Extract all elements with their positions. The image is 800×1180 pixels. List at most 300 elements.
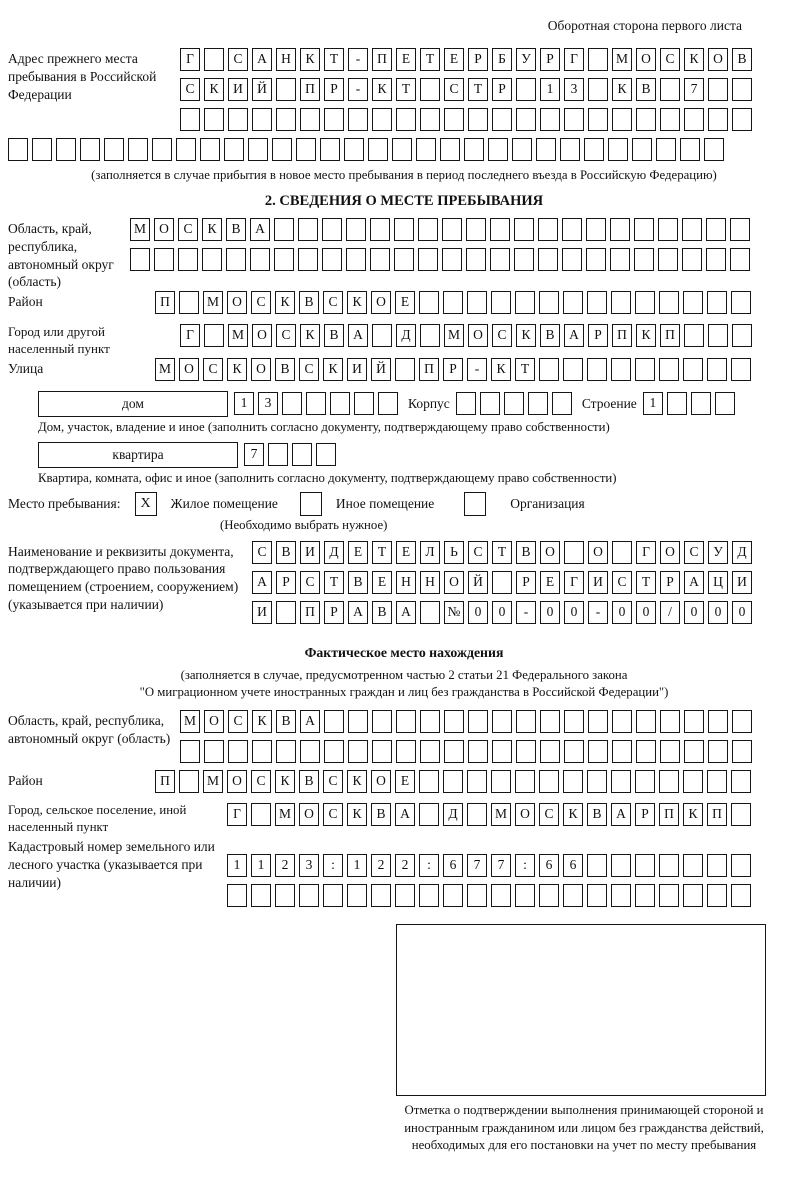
- char-cell[interactable]: [492, 710, 512, 733]
- char-cell[interactable]: Й: [252, 78, 272, 101]
- char-cell[interactable]: [324, 710, 344, 733]
- char-cell[interactable]: 1: [234, 392, 254, 415]
- char-cell[interactable]: В: [732, 48, 752, 71]
- char-cell[interactable]: [610, 218, 630, 241]
- char-cell[interactable]: [536, 138, 556, 161]
- char-cell[interactable]: О: [227, 770, 247, 793]
- char-cell[interactable]: [659, 358, 679, 381]
- char-cell[interactable]: [348, 108, 368, 131]
- char-cell[interactable]: [608, 138, 628, 161]
- char-cell[interactable]: [660, 710, 680, 733]
- char-cell[interactable]: 1: [347, 854, 367, 877]
- char-cell[interactable]: Г: [227, 803, 247, 826]
- char-cell[interactable]: [443, 291, 463, 314]
- char-cell[interactable]: [224, 138, 244, 161]
- char-cell[interactable]: [180, 108, 200, 131]
- char-cell[interactable]: [344, 138, 364, 161]
- char-cell[interactable]: О: [540, 541, 560, 564]
- char-cell[interactable]: [562, 248, 582, 271]
- char-cell[interactable]: [731, 358, 751, 381]
- char-cell[interactable]: С: [203, 358, 223, 381]
- char-cell[interactable]: [588, 48, 608, 71]
- char-cell[interactable]: [563, 358, 583, 381]
- char-cell[interactable]: О: [371, 770, 391, 793]
- char-cell[interactable]: [491, 770, 511, 793]
- char-cell[interactable]: С: [180, 78, 200, 101]
- char-cell[interactable]: 3: [564, 78, 584, 101]
- char-cell[interactable]: 2: [371, 854, 391, 877]
- char-cell[interactable]: К: [684, 48, 704, 71]
- char-cell[interactable]: К: [372, 78, 392, 101]
- char-cell[interactable]: О: [708, 48, 728, 71]
- char-cell[interactable]: П: [612, 324, 632, 347]
- char-cell[interactable]: [396, 740, 416, 763]
- char-cell[interactable]: 6: [539, 854, 559, 877]
- char-cell[interactable]: [179, 291, 199, 314]
- char-cell[interactable]: К: [516, 324, 536, 347]
- char-cell[interactable]: [659, 854, 679, 877]
- char-cell[interactable]: [707, 291, 727, 314]
- char-cell[interactable]: [420, 108, 440, 131]
- char-cell[interactable]: [154, 248, 174, 271]
- char-cell[interactable]: [180, 740, 200, 763]
- char-cell[interactable]: М: [203, 770, 223, 793]
- char-cell[interactable]: [584, 138, 604, 161]
- char-cell[interactable]: 6: [563, 854, 583, 877]
- char-cell[interactable]: [515, 291, 535, 314]
- char-cell[interactable]: [298, 218, 318, 241]
- char-cell[interactable]: С: [300, 571, 320, 594]
- char-cell[interactable]: [512, 138, 532, 161]
- char-cell[interactable]: [528, 392, 548, 415]
- char-cell[interactable]: [396, 108, 416, 131]
- char-cell[interactable]: [635, 358, 655, 381]
- char-cell[interactable]: [706, 218, 726, 241]
- char-cell[interactable]: 2: [275, 854, 295, 877]
- char-cell[interactable]: И: [347, 358, 367, 381]
- char-cell[interactable]: Е: [395, 770, 415, 793]
- char-cell[interactable]: М: [203, 291, 223, 314]
- char-cell[interactable]: [636, 710, 656, 733]
- char-cell[interactable]: [683, 854, 703, 877]
- char-cell[interactable]: О: [444, 571, 464, 594]
- char-cell[interactable]: [394, 218, 414, 241]
- char-cell[interactable]: [200, 138, 220, 161]
- char-cell[interactable]: [282, 392, 302, 415]
- char-cell[interactable]: [443, 884, 463, 907]
- char-cell[interactable]: О: [251, 358, 271, 381]
- char-cell[interactable]: [588, 740, 608, 763]
- char-cell[interactable]: М: [228, 324, 248, 347]
- char-cell[interactable]: [552, 392, 572, 415]
- char-cell[interactable]: Р: [635, 803, 655, 826]
- char-cell[interactable]: Т: [324, 571, 344, 594]
- char-cell[interactable]: [490, 248, 510, 271]
- char-cell[interactable]: О: [515, 803, 535, 826]
- char-cell[interactable]: П: [300, 601, 320, 624]
- char-cell[interactable]: М: [155, 358, 175, 381]
- char-cell[interactable]: М: [130, 218, 150, 241]
- char-cell[interactable]: [468, 740, 488, 763]
- inoe-checkbox[interactable]: [300, 492, 322, 516]
- char-cell[interactable]: Д: [324, 541, 344, 564]
- char-cell[interactable]: [248, 138, 268, 161]
- char-cell[interactable]: П: [155, 770, 175, 793]
- char-cell[interactable]: [323, 884, 343, 907]
- char-cell[interactable]: Р: [468, 48, 488, 71]
- char-cell[interactable]: [420, 740, 440, 763]
- char-cell[interactable]: [704, 138, 724, 161]
- char-cell[interactable]: П: [419, 358, 439, 381]
- char-cell[interactable]: Т: [420, 48, 440, 71]
- char-cell[interactable]: Р: [324, 78, 344, 101]
- char-cell[interactable]: /: [660, 601, 680, 624]
- char-cell[interactable]: [464, 138, 484, 161]
- char-cell[interactable]: П: [659, 803, 679, 826]
- char-cell[interactable]: Ц: [708, 571, 728, 594]
- char-cell[interactable]: [540, 740, 560, 763]
- char-cell[interactable]: [80, 138, 100, 161]
- char-cell[interactable]: [587, 884, 607, 907]
- char-cell[interactable]: [444, 108, 464, 131]
- char-cell[interactable]: Е: [348, 541, 368, 564]
- char-cell[interactable]: Е: [396, 48, 416, 71]
- char-cell[interactable]: [394, 248, 414, 271]
- char-cell[interactable]: [204, 324, 224, 347]
- char-cell[interactable]: [540, 108, 560, 131]
- char-cell[interactable]: Д: [443, 803, 463, 826]
- char-cell[interactable]: [480, 392, 500, 415]
- char-cell[interactable]: А: [396, 601, 416, 624]
- char-cell[interactable]: [560, 138, 580, 161]
- char-cell[interactable]: [564, 541, 584, 564]
- char-cell[interactable]: А: [348, 324, 368, 347]
- char-cell[interactable]: 0: [468, 601, 488, 624]
- char-cell[interactable]: [300, 108, 320, 131]
- char-cell[interactable]: [8, 138, 28, 161]
- char-cell[interactable]: К: [347, 770, 367, 793]
- char-cell[interactable]: А: [611, 803, 631, 826]
- char-cell[interactable]: [636, 740, 656, 763]
- char-cell[interactable]: Р: [516, 571, 536, 594]
- char-cell[interactable]: [202, 248, 222, 271]
- char-cell[interactable]: [684, 324, 704, 347]
- char-cell[interactable]: [252, 108, 272, 131]
- char-cell[interactable]: В: [299, 770, 319, 793]
- char-cell[interactable]: П: [155, 291, 175, 314]
- char-cell[interactable]: -: [588, 601, 608, 624]
- char-cell[interactable]: [612, 710, 632, 733]
- char-cell[interactable]: К: [563, 803, 583, 826]
- char-cell[interactable]: С: [539, 803, 559, 826]
- char-cell[interactable]: [420, 710, 440, 733]
- char-cell[interactable]: [562, 218, 582, 241]
- char-cell[interactable]: Т: [396, 78, 416, 101]
- char-cell[interactable]: [658, 218, 678, 241]
- char-cell[interactable]: Г: [564, 48, 584, 71]
- char-cell[interactable]: М: [444, 324, 464, 347]
- char-cell[interactable]: Н: [420, 571, 440, 594]
- char-cell[interactable]: [659, 884, 679, 907]
- char-cell[interactable]: 0: [636, 601, 656, 624]
- char-cell[interactable]: [456, 392, 476, 415]
- char-cell[interactable]: [715, 392, 735, 415]
- char-cell[interactable]: Р: [276, 571, 296, 594]
- char-cell[interactable]: [348, 740, 368, 763]
- char-cell[interactable]: [372, 324, 392, 347]
- char-cell[interactable]: [504, 392, 524, 415]
- char-cell[interactable]: Е: [444, 48, 464, 71]
- char-cell[interactable]: С: [492, 324, 512, 347]
- char-cell[interactable]: [354, 392, 374, 415]
- char-cell[interactable]: В: [636, 78, 656, 101]
- char-cell[interactable]: [683, 884, 703, 907]
- char-cell[interactable]: К: [202, 218, 222, 241]
- char-cell[interactable]: [298, 248, 318, 271]
- char-cell[interactable]: [322, 218, 342, 241]
- char-cell[interactable]: [660, 78, 680, 101]
- char-cell[interactable]: [444, 710, 464, 733]
- char-cell[interactable]: [707, 854, 727, 877]
- char-cell[interactable]: [635, 291, 655, 314]
- char-cell[interactable]: [392, 138, 412, 161]
- char-cell[interactable]: [372, 108, 392, 131]
- char-cell[interactable]: -: [467, 358, 487, 381]
- char-cell[interactable]: В: [348, 571, 368, 594]
- char-cell[interactable]: [272, 138, 292, 161]
- char-cell[interactable]: [708, 740, 728, 763]
- char-cell[interactable]: Т: [372, 541, 392, 564]
- char-cell[interactable]: [368, 138, 388, 161]
- char-cell[interactable]: О: [588, 541, 608, 564]
- char-cell[interactable]: [659, 770, 679, 793]
- char-cell[interactable]: И: [732, 571, 752, 594]
- char-cell[interactable]: С: [660, 48, 680, 71]
- char-cell[interactable]: [378, 392, 398, 415]
- char-cell[interactable]: А: [395, 803, 415, 826]
- char-cell[interactable]: [683, 358, 703, 381]
- char-cell[interactable]: У: [708, 541, 728, 564]
- char-cell[interactable]: С: [228, 710, 248, 733]
- char-cell[interactable]: В: [540, 324, 560, 347]
- char-cell[interactable]: [731, 770, 751, 793]
- char-cell[interactable]: [731, 803, 751, 826]
- char-cell[interactable]: О: [468, 324, 488, 347]
- char-cell[interactable]: [516, 78, 536, 101]
- char-cell[interactable]: [419, 291, 439, 314]
- char-cell[interactable]: [730, 248, 750, 271]
- char-cell[interactable]: Р: [443, 358, 463, 381]
- char-cell[interactable]: С: [323, 770, 343, 793]
- char-cell[interactable]: [274, 218, 294, 241]
- char-cell[interactable]: [152, 138, 172, 161]
- organizatsiya-checkbox[interactable]: [464, 492, 486, 516]
- char-cell[interactable]: [691, 392, 711, 415]
- char-cell[interactable]: [274, 248, 294, 271]
- char-cell[interactable]: [683, 291, 703, 314]
- char-cell[interactable]: Т: [468, 78, 488, 101]
- char-cell[interactable]: [707, 770, 727, 793]
- zhiloe-checkbox[interactable]: X: [135, 492, 157, 516]
- char-cell[interactable]: [227, 884, 247, 907]
- char-cell[interactable]: Д: [396, 324, 416, 347]
- char-cell[interactable]: [612, 108, 632, 131]
- char-cell[interactable]: [276, 601, 296, 624]
- char-cell[interactable]: А: [564, 324, 584, 347]
- char-cell[interactable]: [296, 138, 316, 161]
- char-cell[interactable]: К: [323, 358, 343, 381]
- char-cell[interactable]: И: [588, 571, 608, 594]
- char-cell[interactable]: С: [444, 78, 464, 101]
- char-cell[interactable]: А: [348, 601, 368, 624]
- char-cell[interactable]: В: [299, 291, 319, 314]
- char-cell[interactable]: С: [468, 541, 488, 564]
- char-cell[interactable]: [658, 248, 678, 271]
- char-cell[interactable]: [372, 740, 392, 763]
- char-cell[interactable]: К: [491, 358, 511, 381]
- char-cell[interactable]: [370, 218, 390, 241]
- char-cell[interactable]: Б: [492, 48, 512, 71]
- char-cell[interactable]: [610, 248, 630, 271]
- char-cell[interactable]: [515, 770, 535, 793]
- char-cell[interactable]: [492, 740, 512, 763]
- char-cell[interactable]: [420, 601, 440, 624]
- char-cell[interactable]: [251, 803, 271, 826]
- char-cell[interactable]: [634, 218, 654, 241]
- char-cell[interactable]: [250, 248, 270, 271]
- char-cell[interactable]: [490, 218, 510, 241]
- char-cell[interactable]: [635, 884, 655, 907]
- char-cell[interactable]: П: [372, 48, 392, 71]
- char-cell[interactable]: С: [323, 803, 343, 826]
- char-cell[interactable]: :: [323, 854, 343, 877]
- char-cell[interactable]: [586, 248, 606, 271]
- char-cell[interactable]: В: [276, 541, 296, 564]
- char-cell[interactable]: О: [179, 358, 199, 381]
- char-cell[interactable]: [538, 248, 558, 271]
- char-cell[interactable]: 0: [732, 601, 752, 624]
- char-cell[interactable]: В: [275, 358, 295, 381]
- char-cell[interactable]: [708, 108, 728, 131]
- char-cell[interactable]: О: [371, 291, 391, 314]
- char-cell[interactable]: [467, 803, 487, 826]
- char-cell[interactable]: М: [180, 710, 200, 733]
- char-cell[interactable]: С: [228, 48, 248, 71]
- char-cell[interactable]: [635, 770, 655, 793]
- char-cell[interactable]: [682, 218, 702, 241]
- char-cell[interactable]: [491, 884, 511, 907]
- char-cell[interactable]: [539, 358, 559, 381]
- char-cell[interactable]: [611, 770, 631, 793]
- char-cell[interactable]: [514, 248, 534, 271]
- char-cell[interactable]: С: [299, 358, 319, 381]
- char-cell[interactable]: [708, 324, 728, 347]
- char-cell[interactable]: Й: [468, 571, 488, 594]
- char-cell[interactable]: Т: [324, 48, 344, 71]
- char-cell[interactable]: [276, 108, 296, 131]
- char-cell[interactable]: Е: [540, 571, 560, 594]
- char-cell[interactable]: 1: [251, 854, 271, 877]
- char-cell[interactable]: [466, 218, 486, 241]
- char-cell[interactable]: О: [299, 803, 319, 826]
- char-cell[interactable]: [228, 108, 248, 131]
- char-cell[interactable]: 7: [244, 443, 264, 466]
- char-cell[interactable]: [276, 78, 296, 101]
- char-cell[interactable]: Е: [372, 571, 392, 594]
- char-cell[interactable]: Е: [395, 291, 415, 314]
- char-cell[interactable]: [563, 770, 583, 793]
- char-cell[interactable]: [539, 770, 559, 793]
- char-cell[interactable]: 2: [395, 854, 415, 877]
- char-cell[interactable]: [416, 138, 436, 161]
- char-cell[interactable]: [492, 571, 512, 594]
- char-cell[interactable]: Н: [276, 48, 296, 71]
- char-cell[interactable]: У: [516, 48, 536, 71]
- char-cell[interactable]: [588, 108, 608, 131]
- char-cell[interactable]: [564, 710, 584, 733]
- char-cell[interactable]: [268, 443, 288, 466]
- char-cell[interactable]: 1: [540, 78, 560, 101]
- char-cell[interactable]: В: [371, 803, 391, 826]
- char-cell[interactable]: [632, 138, 652, 161]
- char-cell[interactable]: [660, 740, 680, 763]
- char-cell[interactable]: К: [252, 710, 272, 733]
- char-cell[interactable]: [396, 710, 416, 733]
- char-cell[interactable]: [587, 291, 607, 314]
- char-cell[interactable]: [587, 770, 607, 793]
- char-cell[interactable]: [347, 884, 367, 907]
- char-cell[interactable]: Г: [636, 541, 656, 564]
- char-cell[interactable]: [707, 358, 727, 381]
- char-cell[interactable]: О: [227, 291, 247, 314]
- char-cell[interactable]: Т: [492, 541, 512, 564]
- char-cell[interactable]: 3: [258, 392, 278, 415]
- char-cell[interactable]: М: [275, 803, 295, 826]
- char-cell[interactable]: [128, 138, 148, 161]
- char-cell[interactable]: 0: [540, 601, 560, 624]
- char-cell[interactable]: С: [612, 571, 632, 594]
- char-cell[interactable]: К: [612, 78, 632, 101]
- char-cell[interactable]: [684, 740, 704, 763]
- char-cell[interactable]: 7: [684, 78, 704, 101]
- char-cell[interactable]: В: [587, 803, 607, 826]
- char-cell[interactable]: [588, 78, 608, 101]
- char-cell[interactable]: С: [251, 770, 271, 793]
- char-cell[interactable]: [130, 248, 150, 271]
- char-cell[interactable]: К: [275, 770, 295, 793]
- char-cell[interactable]: [516, 740, 536, 763]
- char-cell[interactable]: М: [491, 803, 511, 826]
- char-cell[interactable]: [275, 884, 295, 907]
- char-cell[interactable]: [667, 392, 687, 415]
- char-cell[interactable]: 0: [612, 601, 632, 624]
- char-cell[interactable]: [730, 218, 750, 241]
- char-cell[interactable]: [442, 248, 462, 271]
- char-cell[interactable]: [316, 443, 336, 466]
- char-cell[interactable]: [324, 108, 344, 131]
- char-cell[interactable]: [346, 248, 366, 271]
- char-cell[interactable]: Н: [396, 571, 416, 594]
- char-cell[interactable]: О: [204, 710, 224, 733]
- char-cell[interactable]: [204, 740, 224, 763]
- char-cell[interactable]: [440, 138, 460, 161]
- char-cell[interactable]: В: [372, 601, 392, 624]
- char-cell[interactable]: 0: [492, 601, 512, 624]
- char-cell[interactable]: Й: [371, 358, 391, 381]
- char-cell[interactable]: [516, 108, 536, 131]
- char-cell[interactable]: [56, 138, 76, 161]
- char-cell[interactable]: [466, 248, 486, 271]
